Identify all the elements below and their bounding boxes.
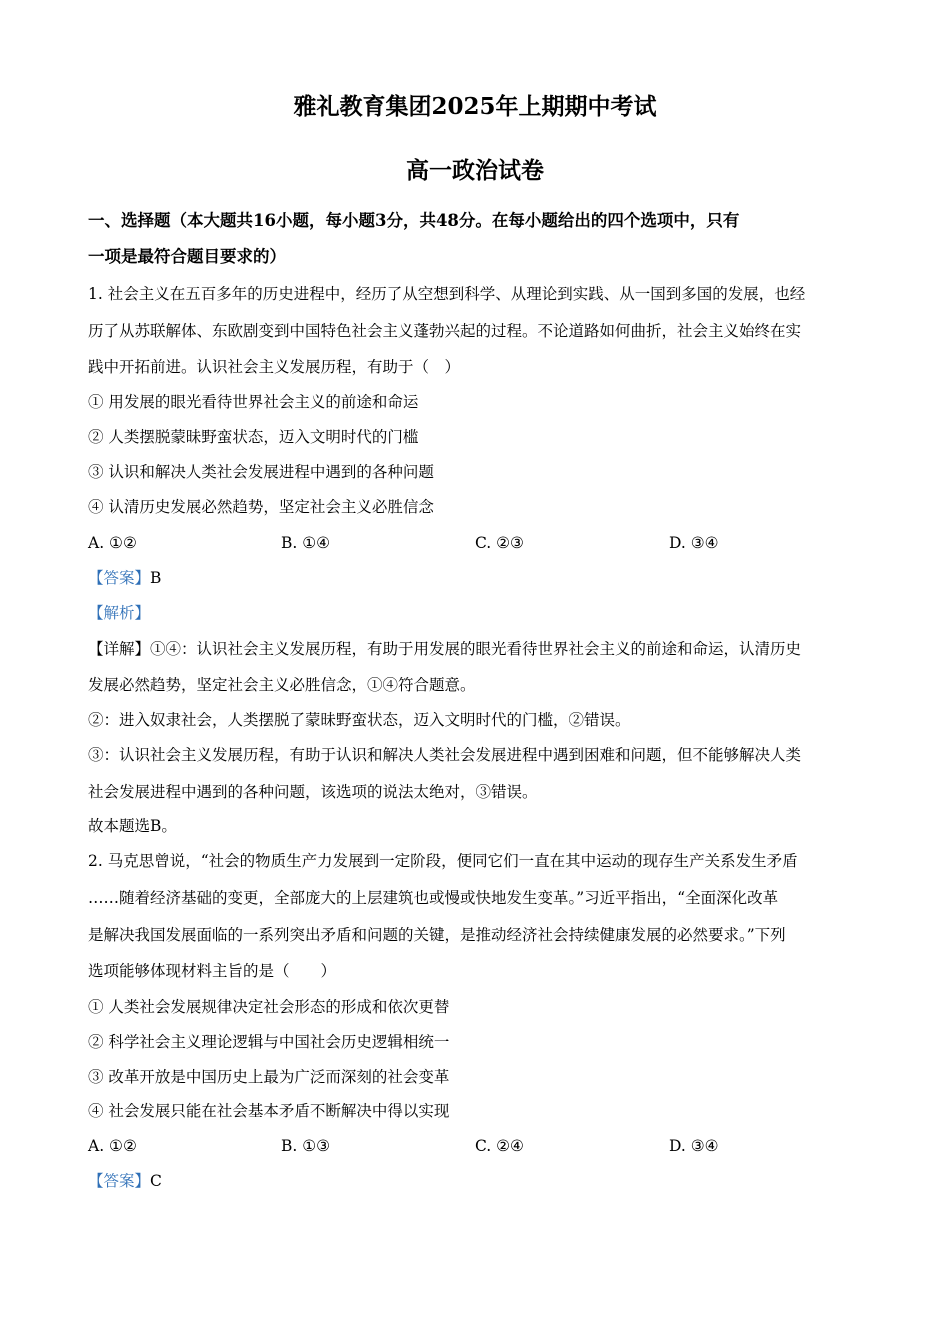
q1-statement: ③ 认识和解决人类社会发展进程中遇到的各种问题 <box>88 463 434 481</box>
q2-stem-line: 是解决我国发展面临的一系列突出矛盾和问题的关键，是推动经济社会持续健康发展的必然要求。”下列 <box>88 926 786 944</box>
q2-option-d: D. ③④ <box>669 1137 719 1155</box>
q1-statement: ④ 认清历史发展必然趋势，坚定社会主义必胜信念 <box>88 498 434 516</box>
answer-value: B <box>150 569 162 587</box>
q2-answer-line <box>88 1170 162 1192</box>
q1-stem-line: 1. 社会主义在五百多年的历史进程中，经历了从空想到科学、从理论到实践、从一国到多国的发展，也经 <box>88 285 806 303</box>
q1-explanation-line: ③：认识社会主义发展历程，有助于认识和解决人类社会发展进程中遇到困难和问题，但不能够解决人类 <box>88 746 802 764</box>
q2-statement: ④ 社会发展只能在社会基本矛盾不断解决中得以实现 <box>88 1102 450 1120</box>
q1-stem-line: 历了从苏联解体、东欧剧变到中国特色社会主义蓬勃兴起的过程。不论道路如何曲折，社会主义始终在实 <box>88 322 802 340</box>
q2-statement: ③ 改革开放是中国历史上最为广泛而深刻的社会变革 <box>88 1068 450 1086</box>
q2-stem-line: ……随着经济基础的变更，全部庞大的上层建筑也或慢或快地发生变革。”习近平指出，“全面深化改革 <box>88 889 779 907</box>
q1-option-d: D. ③④ <box>669 534 719 552</box>
q2-stem-line: 选项能够体现材料主旨的是（ ） <box>88 962 337 980</box>
q1-statement: ② 人类摆脱蒙昧野蛮状态，迈入文明时代的门槛 <box>88 428 419 446</box>
q2-option-a: A. ①② <box>88 1137 137 1155</box>
q2-option-b: B. ①③ <box>281 1137 331 1155</box>
q1-explanation-line <box>88 638 801 660</box>
explanation-text: ①④：认识社会主义发展历程，有助于用发展的眼光看待世界社会主义的前途和命运，认清历史 <box>150 640 802 658</box>
answer-value: C <box>150 1172 162 1190</box>
analysis-tag: 【解析】 <box>88 604 151 622</box>
q2-stem-line: 2. 马克思曾说，“社会的物质生产力发展到一定阶段，便同它们一直在其中运动的现存生产关系发生矛盾 <box>88 852 798 870</box>
q2-option-c: C. ②④ <box>475 1137 524 1155</box>
section-heading-line2: 一项是最符合题目要求的） <box>88 247 286 266</box>
q1-stem-line: 践中开拓前进。认识社会主义发展历程，有助于（ ） <box>88 358 461 376</box>
q1-answer-line <box>88 567 161 589</box>
answer-tag: 【答案】 <box>88 569 151 587</box>
q1-option-a: A. ①② <box>88 534 137 552</box>
q1-conclusion: 故本题选B。 <box>88 817 177 835</box>
exam-title: 雅礼教育集团2025年上期期中考试 <box>293 93 657 120</box>
q1-statement: ① 用发展的眼光看待世界社会主义的前途和命运 <box>88 393 419 411</box>
q1-option-c: C. ②③ <box>475 534 524 552</box>
q1-explanation-line: 社会发展进程中遇到的各种问题，该选项的说法太绝对，③错误。 <box>88 783 538 801</box>
q1-explanation-line: 发展必然趋势，坚定社会主义必胜信念，①④符合题意。 <box>88 676 476 694</box>
answer-tag: 【答案】 <box>88 1172 151 1190</box>
q1-option-b: B. ①④ <box>281 534 331 552</box>
q1-explanation-line: ②：进入奴隶社会，人类摆脱了蒙昧野蛮状态，迈入文明时代的门槛，②错误。 <box>88 711 631 729</box>
q2-statement: ② 科学社会主义理论逻辑与中国社会历史逻辑相统一 <box>88 1033 450 1051</box>
detail-tag: 【详解】 <box>88 640 151 658</box>
exam-subtitle: 高一政治试卷 <box>406 157 544 184</box>
q2-statement: ① 人类社会发展规律决定社会形态的形成和依次更替 <box>88 998 450 1016</box>
section-heading-line1: 一、选择题（本大题共16小题，每小题3分，共48分。在每小题给出的四个选项中，只有 <box>88 211 740 230</box>
